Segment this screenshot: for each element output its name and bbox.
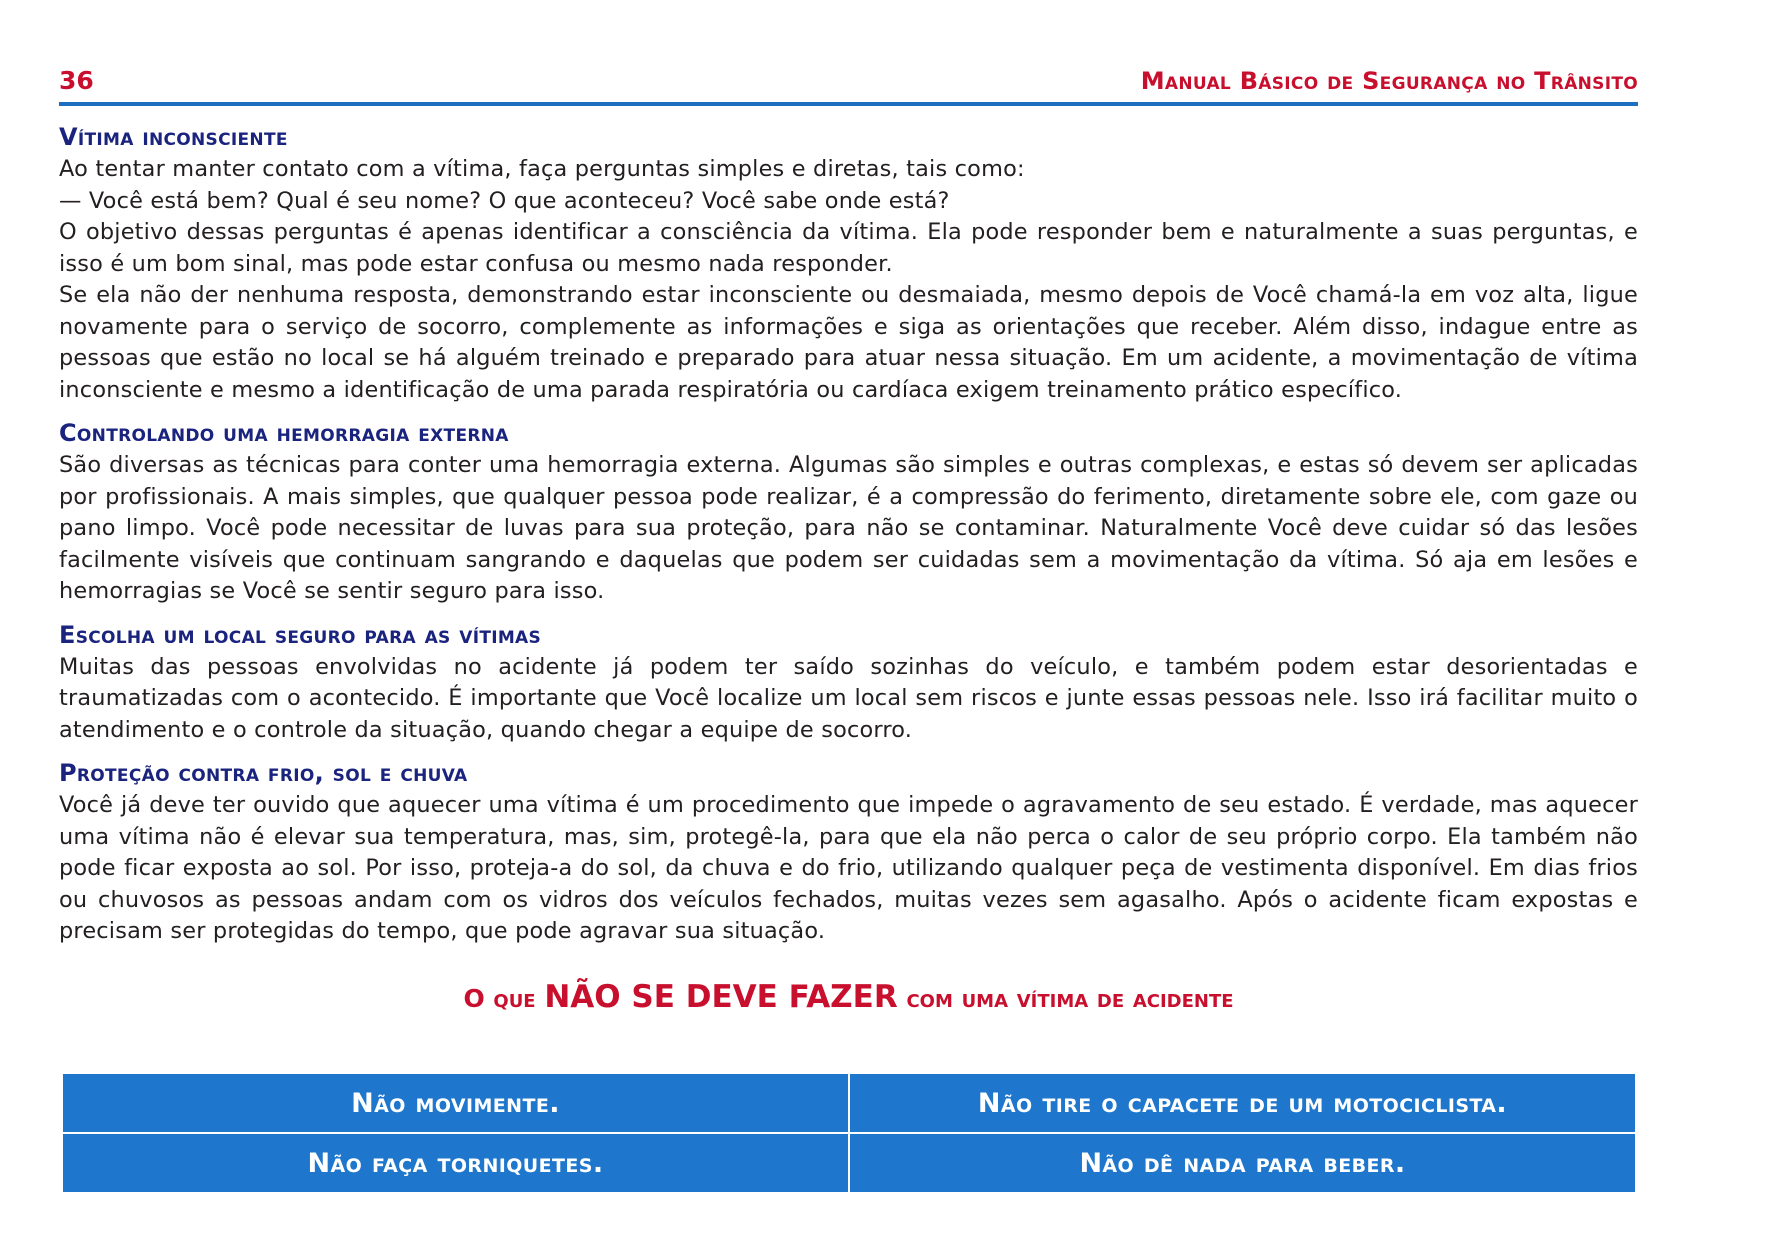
- section-title: Escolha um local seguro para as vítimas: [59, 620, 542, 649]
- table-cell: Não faça torniquetes.: [62, 1133, 849, 1193]
- paragraph: Você já deve ter ouvido que aquecer uma vítima é um procedimento que impede o agravamento de seu estado. É verdade, mas aquecer uma vítima não é elevar sua temperatura, mas, sim, protegê-la, para que ela não perca o calor de seu próprio corpo. Ela também não pode ficar exposta ao sol. Por isso, proteja-a do sol, da chuva e do frio, utilizando qualquer peça de vestimenta disponível. Em dias frios ou chuvosos as pessoas andam com os vidros dos veículos fechados, muitas vezes sem agasalho. Após o acidente ficam expostas e precisam ser protegidas do tempo, que pode agravar sua situação.: [59, 792, 1638, 944]
- table-row: [62, 1073, 1636, 1133]
- section-weather-protection: [59, 758, 1638, 948]
- section-external-bleeding: [59, 418, 1638, 608]
- what-not-to-do-heading: [59, 977, 1638, 1019]
- paragraph: — Você está bem? Qual é seu nome? O que aconteceu? Você sabe onde está?: [59, 187, 950, 214]
- what-not-to-do-table: [61, 1072, 1637, 1194]
- callout-emphasis: NÃO SE DEVE FAZER: [544, 978, 898, 1015]
- page-header: [59, 58, 1638, 106]
- table-cell: Não dê nada para beber.: [849, 1133, 1636, 1193]
- callout-prefix: O que: [463, 983, 536, 1013]
- section-title: Proteção contra frio, sol e chuva: [59, 759, 468, 787]
- paragraph: Se ela não der nenhuma resposta, demonstrando estar inconsciente ou desmaiada, mesmo depois de Você chamá-la em voz alta, ligue novamente para o serviço de socorro, complemente as informações e siga as orientações que receber. Além disso, indague entre as pessoas que estão no local se há alguém treinado e preparado para atuar nessa situação. Em um acidente, a movimentação de vítima inconsciente e mesmo a identificação de uma parada respiratória ou cardíaca exigem treinamento prático específico.: [59, 282, 1638, 403]
- running-title: Manual Básico de Segurança no Trânsito: [1140, 67, 1638, 95]
- table-cell: Não tire o capacete de um motociclista.: [849, 1073, 1636, 1133]
- paragraph: São diversas as técnicas para conter uma hemorragia externa. Algumas são simples e outras complexas, e estas só devem ser aplicadas por profissionais. A mais simples, que qualquer pessoa pode realizar, é a compressão do ferimento, diretamente sobre ele, com gaze ou pano limpo. Você pode necessitar de luvas para sua proteção, para não se contaminar. Naturalmente Você deve cuidar só das lesões facilmente visíveis que continuam sangrando e daquelas que podem ser cuidadas sem a movimentação da vítima. Só aja em lesões e hemorragias se Você se sentir seguro para isso.: [59, 452, 1638, 604]
- manual-page: [59, 58, 1638, 1179]
- paragraph: O objetivo dessas perguntas é apenas identificar a consciência da vítima. Ela pode responder bem e naturalmente a suas perguntas, e isso é um bom sinal, mas pode estar confusa ou mesmo nada responder.: [59, 219, 1638, 277]
- section-title: Controlando uma hemorragia externa: [59, 419, 509, 447]
- paragraph: Ao tentar manter contato com a vítima, faça perguntas simples e diretas, tais como:: [59, 156, 1025, 182]
- section-unconscious-victim: [59, 122, 1638, 406]
- section-safe-place: [59, 620, 1638, 747]
- callout-suffix: com uma vítima de acidente: [906, 983, 1234, 1013]
- table-row: [62, 1133, 1636, 1193]
- page-number: 36: [59, 66, 94, 95]
- section-title: Vítima inconsciente: [59, 123, 288, 151]
- table-cell: Não movimente.: [62, 1073, 849, 1133]
- paragraph: Muitas das pessoas envolvidas no acidente já podem ter saído sozinhas do veículo, e também podem estar desorientadas e traumatizadas com o acontecido. É importante que Você localize um local sem riscos e junte essas pessoas nele. Isso irá facilitar muito o atendimento e o controle da situação, quando chegar a equipe de socorro.: [59, 653, 1638, 743]
